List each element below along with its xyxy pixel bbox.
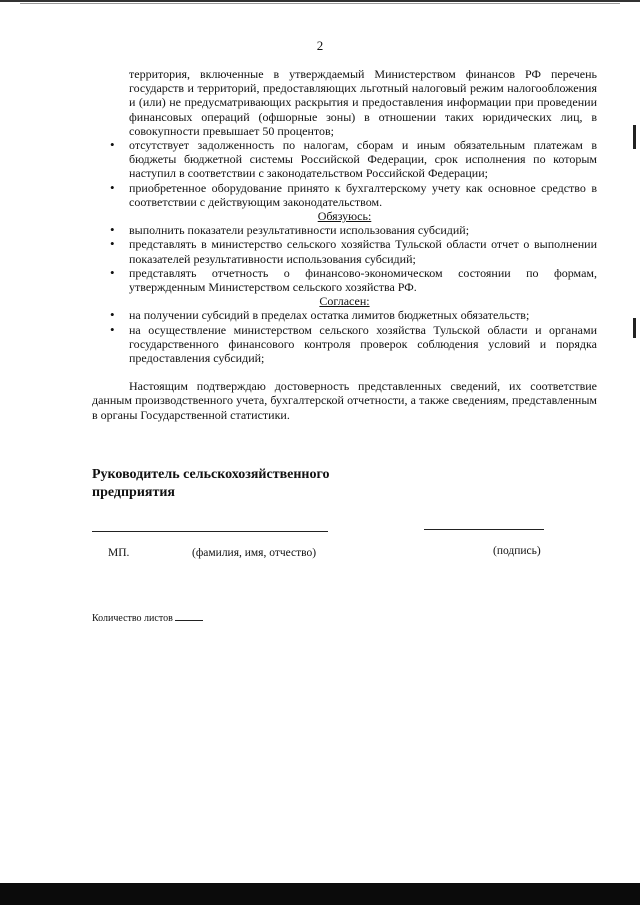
sheets-count-blank <box>175 611 203 621</box>
list-item: • на получении субсидий в пределах остатка лимитов бюджетных обязательств; <box>92 308 597 322</box>
intro-paragraph: территория, включенные в утверждаемый Министерством финансов РФ перечень государств и территорий, предоставляющих льготный налоговый режим налогообложения и (или) не предусматривающих раскрытия и предоставления информации при проведении финансовых операций (офшорные зоны) в отношении таких юридических лиц, в совокупности превышает 50 процентов; <box>129 67 597 138</box>
signature-caption: (подпись) <box>493 545 541 557</box>
agree-heading: Согласен: <box>319 294 370 309</box>
page-number: 2 <box>316 38 324 53</box>
conditions-list <box>92 138 597 209</box>
document-body <box>92 67 597 422</box>
list-item: • приобретенное оборудование принято к бухгалтерскому учету как основное средство в соответствии с действующим законодательством. <box>92 181 597 209</box>
obligations-list <box>92 223 597 294</box>
top-scan-border-inner <box>20 3 620 4</box>
list-item: • представлять в министерство сельского хозяйства Тульской области отчет о выполнении показателей результативности использования субсидий; <box>92 237 597 265</box>
obligate-heading: Обязуюсь: <box>317 209 372 224</box>
scan-edge-mark <box>633 125 636 149</box>
list-item: • отсутствует задолженность по налогам, сборам и иным обязательным платежам в бюджеты бюджетной системы Российской Федерации, срок исполнения по которым наступил в соответствии с законодательством Российской Федерации; <box>92 138 597 181</box>
stamp-label: МП. <box>108 547 130 559</box>
scan-edge-mark <box>633 318 636 338</box>
sheets-count <box>92 611 203 624</box>
confirmation-paragraph: Настоящим подтверждаю достоверность представленных сведений, их соответствие данным производственного учета, бухгалтерской отчетности, а также сведениям, представленным в органы Государственной статистики. <box>92 379 597 422</box>
list-item: • выполнить показатели результативности использования субсидий; <box>92 223 597 237</box>
signatory-title-line1: Руководитель сельскохозяйственного <box>92 467 330 482</box>
sheets-count-label: Количество листов <box>92 613 173 624</box>
name-caption: (фамилия, имя, отчество) <box>192 547 317 559</box>
list-item: • на осуществление министерством сельского хозяйства Тульской области и органами государственного финансового контроля проверок соблюдения условий и порядка предоставления субсидий; <box>92 323 597 366</box>
top-scan-border <box>0 0 640 2</box>
list-item: • представлять отчетность о финансово-экономическом состоянии по формам, утвержденным Министерством сельского хозяйства РФ. <box>92 266 597 294</box>
agreements-list <box>92 308 597 365</box>
signature-line <box>424 529 544 530</box>
signatory-title-line2: предприятия <box>92 485 175 500</box>
name-signature-line <box>92 531 328 532</box>
signatory-title <box>92 466 330 502</box>
scan-bottom-band <box>0 883 640 905</box>
